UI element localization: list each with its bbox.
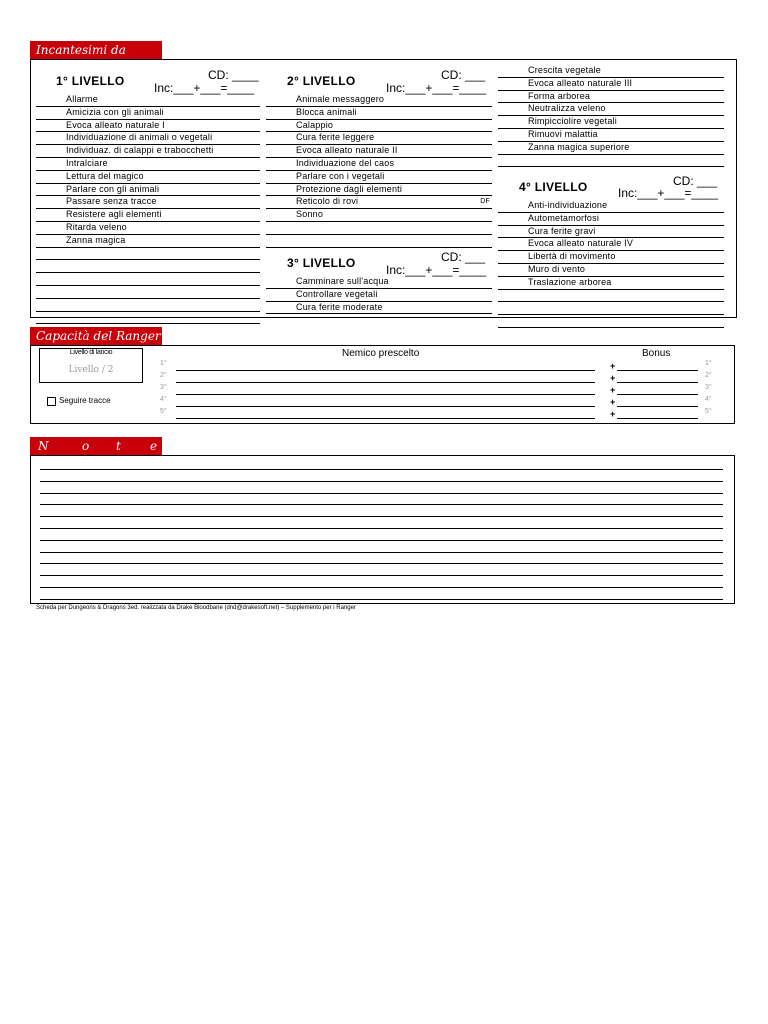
spell-row[interactable]: [498, 251, 724, 264]
bonus-field[interactable]: [617, 382, 698, 383]
spell-name: Resistere agli elementi: [66, 209, 162, 220]
note-line[interactable]: [40, 587, 723, 588]
enemy-ordinal: 3°: [160, 384, 167, 391]
enemy-ordinal: 4°: [160, 396, 167, 403]
spell-row[interactable]: [266, 196, 492, 209]
plus-sign: +: [610, 397, 616, 407]
spell-name: Neutralizza veleno: [528, 103, 606, 114]
level4-title: 4° LIVELLO: [519, 180, 588, 194]
notes-box[interactable]: [30, 455, 735, 604]
plus-sign: +: [610, 361, 616, 371]
level1-cd[interactable]: CD: ____: [208, 68, 259, 82]
notes-tab-letter-2: o: [82, 439, 90, 453]
spell-name: Individuaz. di calappi e trabocchetti: [66, 145, 214, 156]
spell-name: Muro di vento: [528, 263, 586, 274]
spell-name: Autometamorfosi: [528, 212, 600, 223]
spell-row[interactable]: [36, 145, 260, 158]
spells-tab: [30, 41, 162, 75]
notes-tab-letter-4: e: [150, 439, 158, 453]
spell-name: Zanna magica superiore: [528, 141, 630, 152]
enemy-field[interactable]: [176, 406, 595, 407]
spell-tag: DF: [480, 198, 490, 206]
blank-spell-row[interactable]: [36, 273, 260, 286]
spell-row[interactable]: [266, 158, 492, 171]
spell-name: Protezione dagli elementi: [296, 183, 403, 194]
footer-text: Scheda per Dungeons & Dragons 3ed. realizzata da Drake Bloodbane (dnd@drakesoft.net) – Supplemento per i Ranger: [36, 605, 356, 611]
blank-spell-row[interactable]: [266, 235, 492, 248]
notes-tab-letter-1: N: [38, 439, 49, 453]
spell-row[interactable]: [36, 235, 260, 248]
spell-name: Camminare sull'acqua: [296, 276, 389, 286]
level4-cd[interactable]: CD: ___: [673, 174, 718, 188]
spell-row[interactable]: [266, 289, 492, 302]
note-line[interactable]: [40, 493, 723, 494]
spell-row[interactable]: [498, 78, 724, 91]
note-line[interactable]: [40, 528, 723, 529]
spell-name: Individuazione di animali o vegetali: [66, 132, 213, 143]
notes-tab: [30, 437, 162, 455]
blank-spell-row[interactable]: [36, 260, 260, 273]
spell-row[interactable]: [266, 132, 492, 145]
spell-row[interactable]: [498, 200, 724, 213]
bonus-ordinal: 5°: [705, 408, 712, 415]
spell-name: Parlare con i vegetali: [296, 170, 385, 181]
plus-sign: +: [610, 385, 616, 395]
note-line[interactable]: [40, 469, 723, 470]
level4-list: [498, 200, 724, 328]
caster-level-label: Livello di lancio: [69, 349, 113, 356]
spell-name: Rimuovi malattia: [528, 128, 598, 139]
note-line[interactable]: [40, 552, 723, 553]
spell-name: Cura ferite leggere: [296, 132, 375, 143]
blank-spell-row[interactable]: [36, 248, 260, 261]
bonus-field[interactable]: [617, 370, 698, 371]
spells-tab-title: Incantesimi da Ranger: [36, 43, 126, 75]
spell-row[interactable]: [266, 276, 492, 289]
note-line[interactable]: [40, 575, 723, 576]
spell-row[interactable]: [36, 196, 260, 209]
spell-row[interactable]: [498, 264, 724, 277]
notes-tab-letter-3: t: [116, 439, 121, 453]
spell-name: Zanna magica: [66, 234, 126, 245]
track-label: Seguire tracce: [59, 396, 111, 405]
spell-row[interactable]: [36, 158, 260, 171]
spell-name: Rimpicciolire vegetali: [528, 116, 617, 127]
plus-sign: +: [610, 373, 616, 383]
spell-row[interactable]: [36, 171, 260, 184]
spell-name: Animale messaggero: [296, 94, 385, 104]
bonus-field[interactable]: [617, 418, 698, 419]
level3-list: [266, 276, 492, 314]
spell-name: Ritarda veleno: [66, 221, 127, 232]
track-checkbox[interactable]: [47, 397, 56, 406]
note-line[interactable]: [40, 504, 723, 505]
spell-row[interactable]: [498, 103, 724, 116]
spell-row[interactable]: [498, 277, 724, 290]
spell-row[interactable]: [36, 94, 260, 107]
spell-row[interactable]: [36, 107, 260, 120]
note-line[interactable]: [40, 563, 723, 564]
abilities-tab-title: Capacità del Ranger: [36, 329, 161, 343]
spell-name: Calappio: [296, 119, 334, 130]
spell-row[interactable]: [266, 209, 492, 222]
spell-name: Crescita vegetale: [528, 65, 601, 75]
spell-name: Evoca alleato naturale IV: [528, 238, 634, 249]
level2-title: 2° LIVELLO: [287, 74, 356, 88]
note-line[interactable]: [40, 540, 723, 541]
plus-sign: +: [610, 409, 616, 419]
blank-spell-row[interactable]: [498, 315, 724, 328]
blank-spell-row[interactable]: [498, 290, 724, 303]
bonus-field[interactable]: [617, 406, 698, 407]
blank-spell-row[interactable]: [266, 222, 492, 235]
enemy-field[interactable]: [176, 394, 595, 395]
bonus-ordinal: 1°: [705, 360, 712, 367]
bonus-field[interactable]: [617, 394, 698, 395]
level1-title: 1° LIVELLO: [56, 74, 125, 88]
spell-row[interactable]: [266, 145, 492, 158]
level3-continued-list: [498, 65, 724, 167]
spell-name: Sonno: [296, 209, 324, 220]
blank-spell-row[interactable]: [498, 302, 724, 315]
spell-row[interactable]: [266, 171, 492, 184]
spell-name: Cura ferite gravi: [528, 225, 596, 236]
spell-row[interactable]: [498, 91, 724, 104]
spell-name: Forma arborea: [528, 90, 591, 101]
spell-name: Traslazione arborea: [528, 276, 612, 287]
enemy-ordinal: 5°: [160, 408, 167, 415]
caster-level-box[interactable]: [39, 348, 143, 383]
spell-row[interactable]: [498, 116, 724, 129]
level1-list: [36, 94, 260, 324]
enemy-field[interactable]: [176, 382, 595, 383]
blank-spell-row[interactable]: [36, 312, 260, 325]
spell-row[interactable]: [266, 302, 492, 315]
bonus-header: Bonus: [642, 348, 671, 359]
blank-spell-row[interactable]: [36, 299, 260, 312]
spell-name: Controllare vegetali: [296, 288, 378, 299]
level3-title: 3° LIVELLO: [287, 256, 356, 270]
caster-level-value: Livello / 2: [68, 365, 114, 375]
spell-row[interactable]: [266, 120, 492, 133]
enemy-ordinal: 2°: [160, 372, 167, 379]
spell-row[interactable]: [498, 226, 724, 239]
spell-name: Allarme: [66, 94, 98, 104]
spell-name: Intralciare: [66, 157, 108, 168]
spell-row[interactable]: [266, 184, 492, 197]
spell-row[interactable]: [36, 120, 260, 133]
level3-cd[interactable]: CD: ___: [441, 250, 486, 264]
enemy-field[interactable]: [176, 370, 595, 371]
enemy-ordinal: 1°: [160, 360, 167, 367]
blank-spell-row[interactable]: [36, 286, 260, 299]
spell-name: Evoca alleato naturale III: [528, 77, 633, 88]
spell-row[interactable]: [266, 94, 492, 107]
spell-row[interactable]: [36, 222, 260, 235]
spell-row[interactable]: [36, 184, 260, 197]
spell-row[interactable]: [498, 213, 724, 226]
abilities-tab: [30, 327, 162, 345]
enemy-field[interactable]: [176, 418, 595, 419]
spell-name: Evoca alleato naturale I: [66, 119, 165, 130]
spell-row[interactable]: [36, 209, 260, 222]
level1-inc[interactable]: Inc:___+___=____: [154, 81, 255, 95]
level2-inc[interactable]: Inc:___+___=____: [386, 81, 487, 95]
spell-name: Blocca animali: [296, 106, 357, 117]
spell-name: Parlare con gli animali: [66, 183, 160, 194]
spell-name: Cura ferite moderate: [296, 301, 383, 312]
spell-row[interactable]: [266, 107, 492, 120]
spell-name: Reticolo di rovi: [296, 196, 359, 207]
note-line[interactable]: [40, 481, 723, 482]
level2-list: [266, 94, 492, 248]
spell-name: Passare senza tracce: [66, 196, 157, 207]
spell-name: Amicizia con gli animali: [66, 106, 164, 117]
blank-spell-row[interactable]: [498, 155, 724, 168]
bonus-ordinal: 4°: [705, 396, 712, 403]
spell-name: Individuazione del caos: [296, 157, 395, 168]
spell-row[interactable]: [36, 132, 260, 145]
spell-name: Anti-individuazione: [528, 200, 608, 210]
note-line[interactable]: [40, 599, 723, 600]
spell-name: Evoca alleato naturale II: [296, 145, 398, 156]
spell-name: Libertà di movimento: [528, 251, 616, 262]
bonus-ordinal: 2°: [705, 372, 712, 379]
level3-inc[interactable]: Inc:___+___=____: [386, 263, 487, 277]
spell-row[interactable]: [498, 65, 724, 78]
note-line[interactable]: [40, 516, 723, 517]
level4-inc[interactable]: Inc:___+___=____: [618, 186, 719, 200]
spell-row[interactable]: [498, 238, 724, 251]
bonus-ordinal: 3°: [705, 384, 712, 391]
spell-row[interactable]: [498, 142, 724, 155]
spell-row[interactable]: [498, 129, 724, 142]
spell-name: Lettura del magico: [66, 170, 144, 181]
enemy-header: Nemico prescelto: [342, 348, 420, 359]
level2-cd[interactable]: CD: ___: [441, 68, 486, 82]
